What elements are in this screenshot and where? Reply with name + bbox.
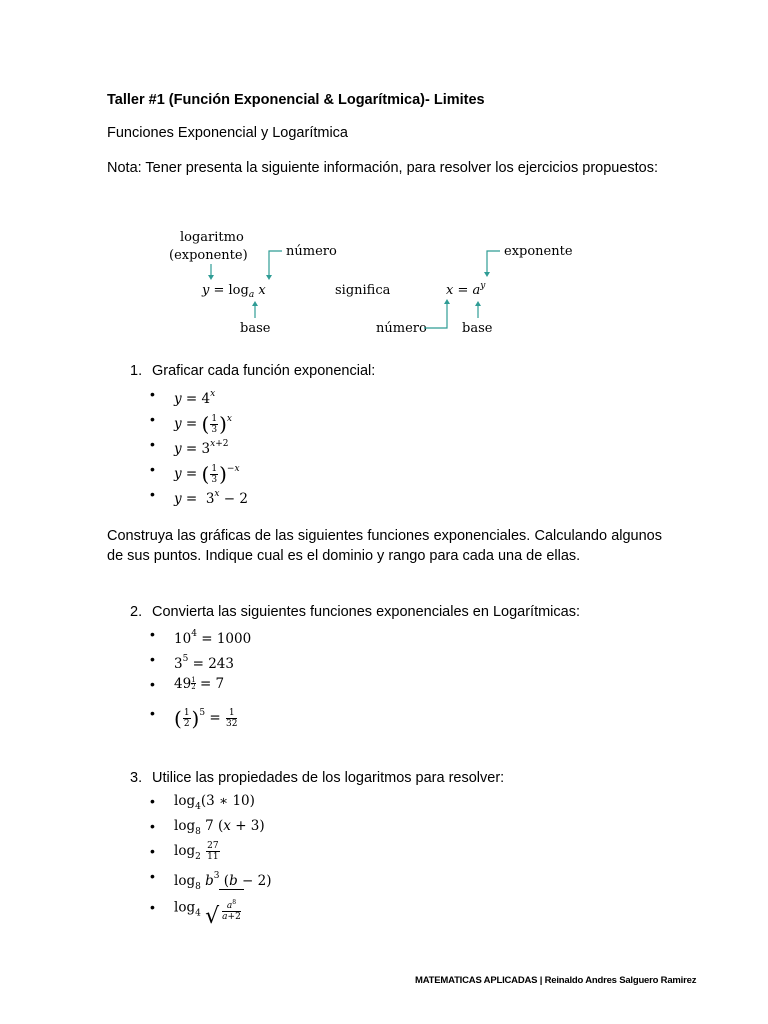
label-base-left: base [240,321,271,336]
list-item: • $y = 4^x$ [150,382,248,407]
list-item: • $y = 3^x - 2$ [150,482,248,507]
note-text: Nota: Tener presenta la siguiente información, para resolver los ejercicios propuestos: [107,160,659,176]
list-item: • $\log_8 7$ (x + 3) [150,814,271,839]
list-item: • $y = 3^{x+2}$ [150,432,248,457]
document-title: Taller #1 (Función Exponencial & Logarítmica)- Limites [107,92,485,108]
label-significa: significa [335,283,391,298]
list-item: • $\log_8 b^3$ (b − 2) [150,864,271,889]
list-item: • $\log_4$ √ $\frac{a^8}{a+2}$ [150,889,271,925]
label-numero-top: número [286,244,337,259]
section-2-list [150,622,251,729]
section-1-heading [130,363,375,379]
list-item: • $\log_4(3$ ∗ 10) [150,789,271,814]
section-1-list [150,382,248,507]
list-item: • $10^4 = 1000$ [150,622,251,647]
formula-exp: $x = a^y$ [446,281,486,298]
section-1-heading-text: Graficar cada función exponencial: [152,363,376,379]
section-3-list [150,789,272,929]
label-logaritmo: logaritmo [180,230,244,245]
list-item: • y = ( $\frac{1}{3}$ )$^{-x}$ [150,457,248,482]
section-3-number: 3. [130,770,143,786]
instruction-paragraph: Construya las gráficas de las siguientes funciones exponenciales. Calculando algunos de sus puntos. Indique cual es el dominio y rango para cada una de ellas. [107,528,662,564]
section-1-number: 1. [130,363,143,379]
section-3-heading-text: Utilice las propiedades de los logaritmos para resolver: [152,770,505,786]
list-item: • 49 $\frac{1}{2}$ = 7 [150,672,251,697]
list-item: • $\log_2$ $\frac{27}{11}$ [150,839,271,864]
footer-text: MATEMATICAS APLICADAS | Reinaldo Andres Salguero Ramirez [415,975,697,986]
log-exp-diagram [162,222,592,347]
label-base-right: base [462,321,493,336]
section-2-heading-text: Convierta las siguientes funciones exponenciales en Logarítmicas: [152,604,580,620]
label-exponente-paren: (exponente) [169,248,248,263]
section-2-heading [130,604,580,620]
section-3-heading [130,770,504,786]
list-item: • $3^5 = 243$ [150,647,251,672]
formula-log: $y = \log_a x$ [202,283,266,300]
list-item: • ( $\frac{1}{2}$ )$^5$ = $\frac{1}{32}$ [150,697,251,729]
list-item: • y = ( $\frac{1}{3}$ )$^x$ [150,407,248,432]
subtitle: Funciones Exponencial y Logarítmica [107,125,348,141]
label-exponente: exponente [504,244,573,259]
section-2-number: 2. [130,604,143,620]
label-numero-bottom: número [376,321,427,336]
